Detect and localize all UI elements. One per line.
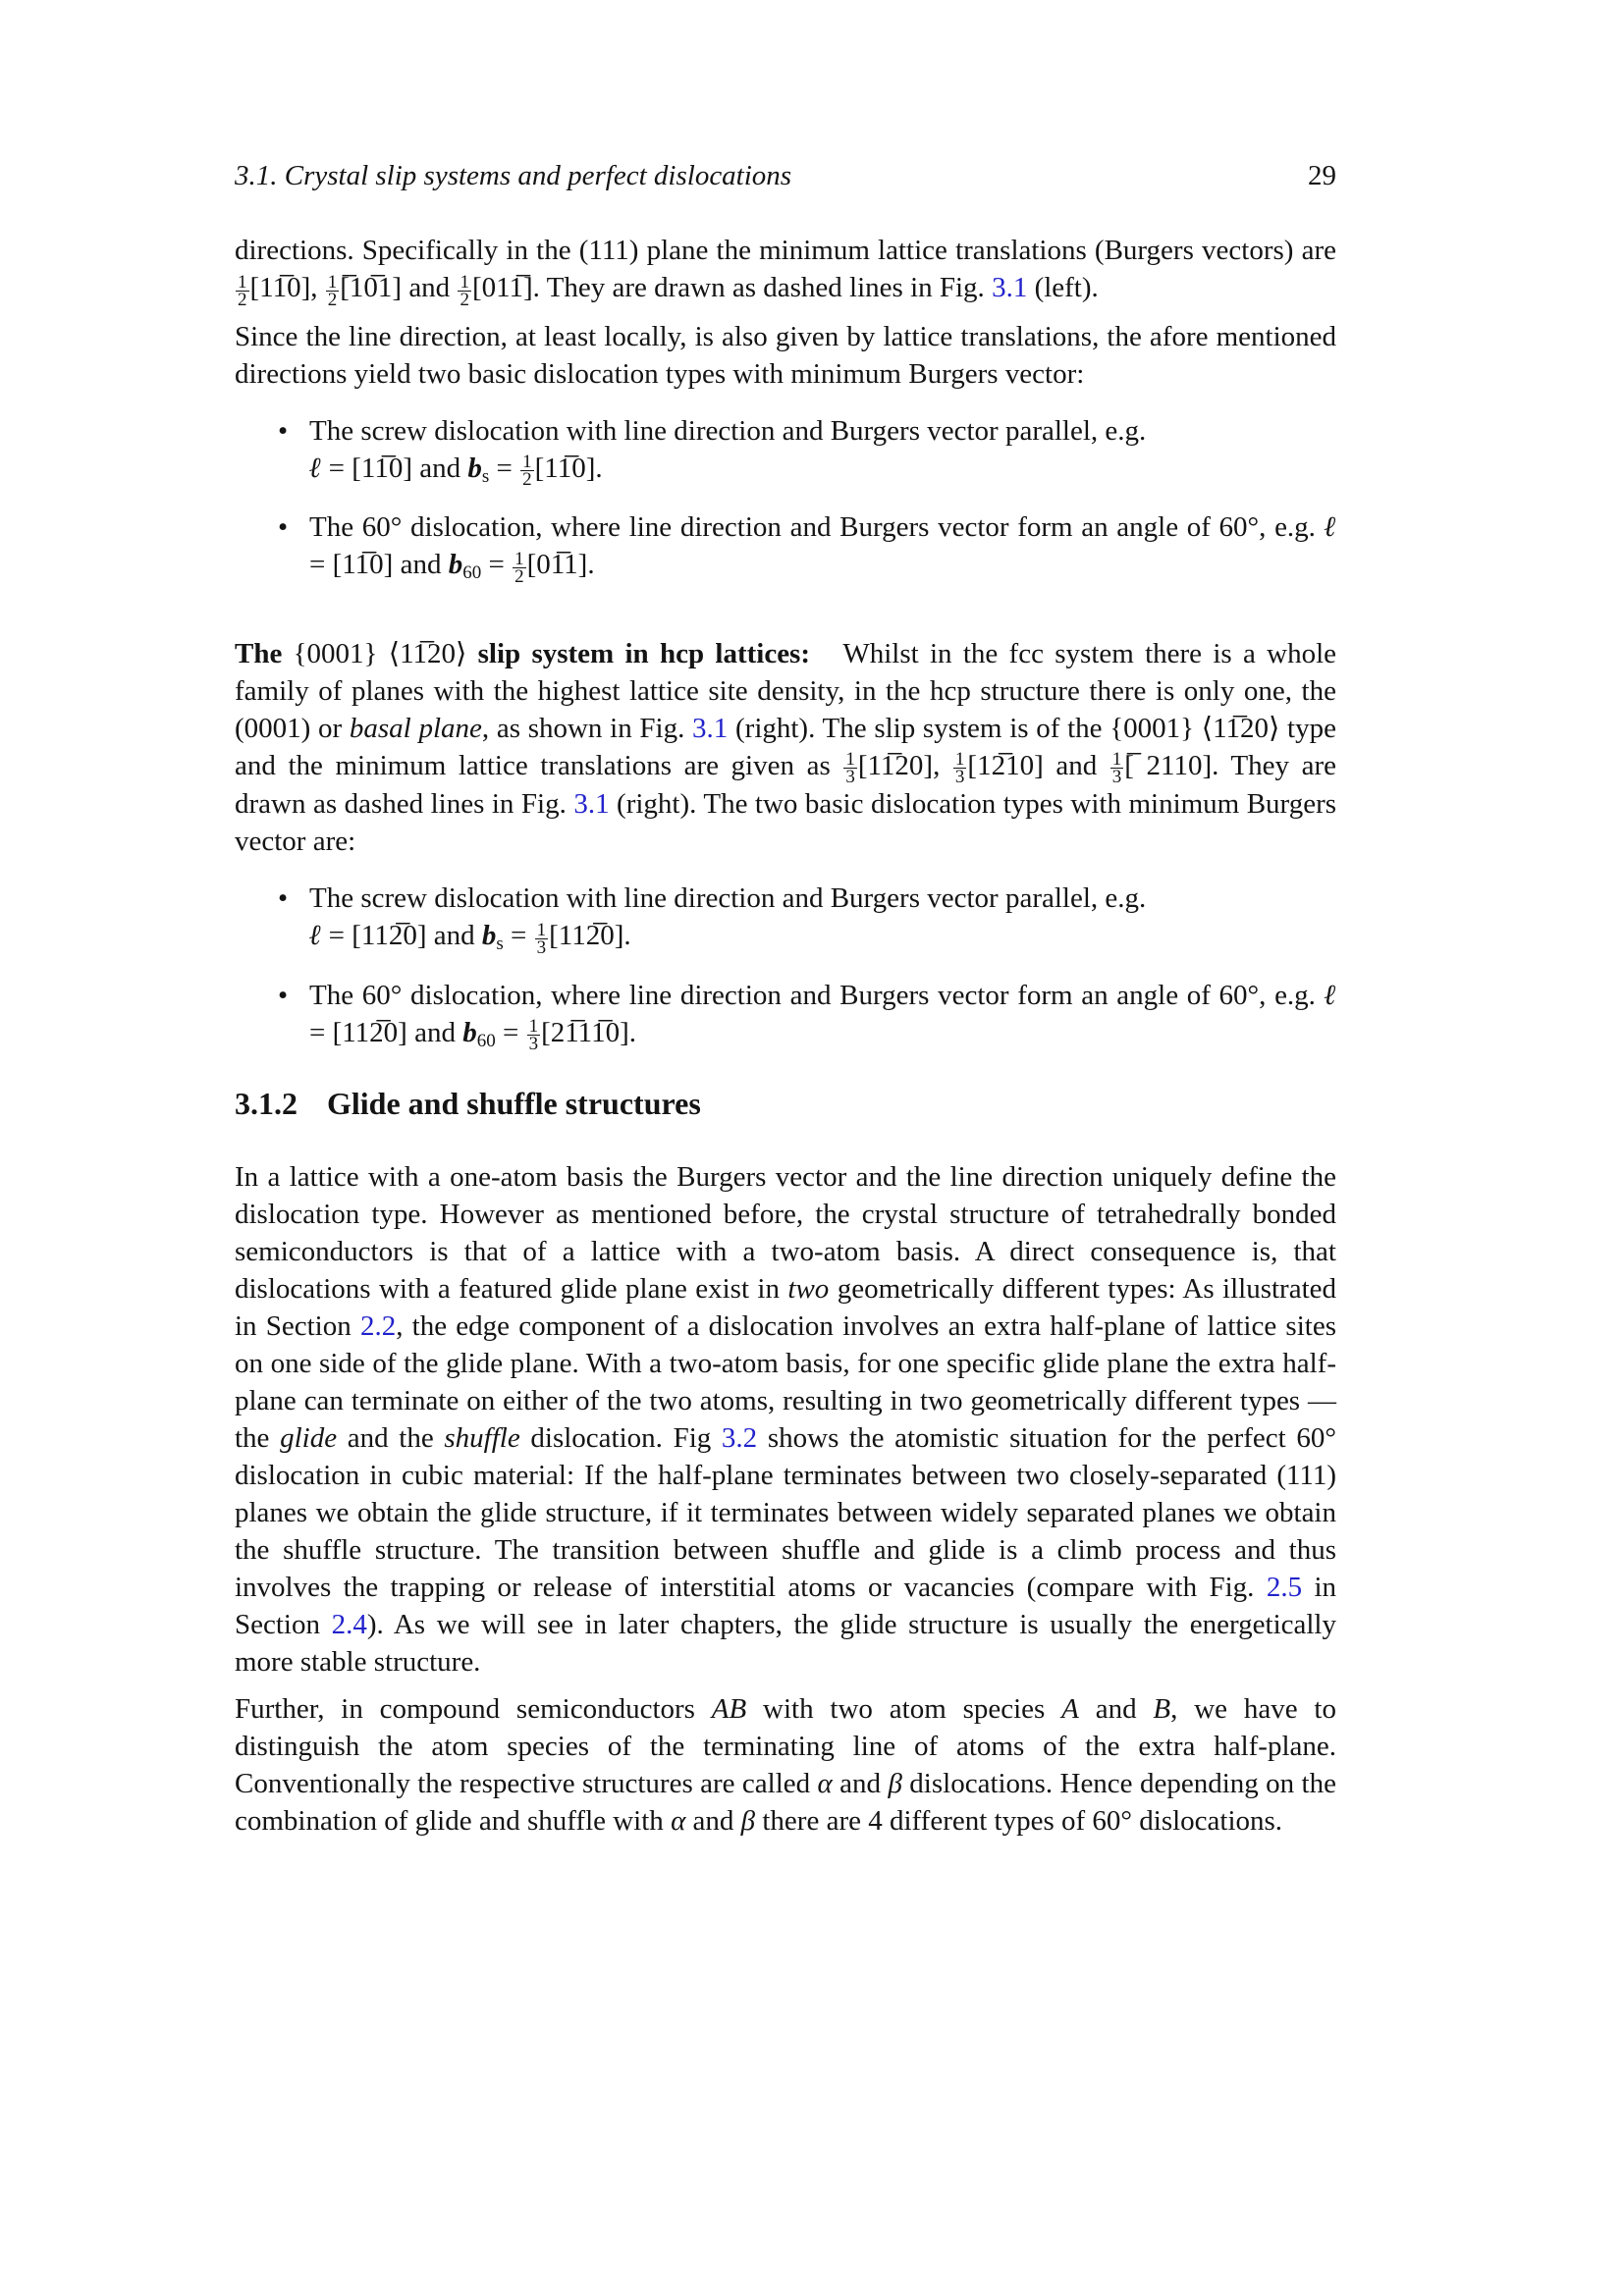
section-title: Glide and shuffle structures [327, 1086, 701, 1122]
fraction-half: $\frac{1}{2}$ [238, 271, 247, 310]
figure-link[interactable]: 3.1 [573, 788, 610, 821]
section-heading [235, 1084, 1336, 1123]
fraction-half: $\frac{1}{2}$ [514, 548, 524, 587]
figure-link[interactable]: 3.1 [692, 712, 729, 744]
list-item: • The 60° dislocation, where line direction and Burgers vector form an angle of 60°, e.g. ℓ = [112̅0] and $b_{60}$ = $\frac{1}{3}$ [21̅11̅0]. [235, 977, 1336, 1053]
fraction-third: $\frac{1}{3}$ [845, 749, 855, 788]
section-link[interactable]: 2.4 [331, 1609, 367, 1641]
fraction-half: $\frac{1}{2}$ [327, 271, 338, 310]
section-link[interactable]: 2.2 [359, 1310, 397, 1343]
fraction-third: $\frac{1}{3}$ [954, 749, 965, 788]
fraction-half: $\frac{1}{2}$ [522, 452, 532, 491]
list-item: • The screw dislocation with line direction and Burgers vector parallel, e.g. ℓ = [112̅0] and $b_s$ = $\frac{1}{3}$ [112̅0]. [235, 880, 1336, 956]
paragraph-glide-shuffle: In a lattice with a one-atom basis the Burgers vector and the line direction uniquely define the dislocation type. However as mentioned before, the crystal structure of tetrahedrally bonded semiconductors is that of a lattice with a two-atom basis. A direct consequence is, that dislocations with a featured glide plane exist in two geometrically different types: As illustrated in Section 2.2, the edge component of a dislocation involves an extra half-plane of lattice sites on one side of the glide plane. With a two-atom basis, for one specific glide plane the extra half-plane can terminate on either of the two atoms, resulting in two geometrically different types — the glide and the shuffle dislocation. Fig 3.2 shows the atomistic situation for the perfect 60° dislocation in cubic material: If the half-plane terminates between two closely-separated (111) planes we obtain the glide structure, if it terminates between widely separated planes we obtain the shuffle structure. The transition between shuffle and glide is a climb process and thus involves the trapping or release of interstitial atoms or vacancies (compare with Fig. 2.5 in Section 2.4). As we will see in later chapters, the glide structure is usually the energetically more stable structure. [235, 1161, 1337, 1679]
paragraph-fcc-burgers: directions. Specifically in the (111) plane the minimum lattice translations (Burgers vectors) are $\frac{1}{2}$ [11̅0], $\frac{1}{2}$ [̅10̅1] and $\frac{1}{2}$ [011̅]. They are drawn as dashed lines in Fig. 3.1 (left). [235, 235, 1336, 310]
figure-link[interactable]: 3.2 [721, 1422, 758, 1455]
paragraph-hcp-slip: The {0001} ⟨11̅20⟩ slip system in hcp lattices: Whilst in the fcc system there is a whole family of planes with the highest lattice site density, in the hcp structure there is only one, the (0001) or basal plane, as shown in Fig. 3.1 (right). The slip system is of the {0001} ⟨11̅20⟩ type and the minimum lattice translations are given as $\frac{1}{3}$ [11̅20], $\frac{1}{3}$ [12̅10] and $\frac{1}{3}$ [̅ 2110]. They are drawn as dashed lines in Fig. 3.1 (right). The two basic dislocation types with minimum Burgers vector are: [235, 637, 1337, 858]
paragraph-compound: Further, in compound semiconductors AB with two atom species A and B, we have to distinguish the atom species of the terminating line of atoms of the extra half-plane. Conventionally the respective structures are called α and β dislocations. Hence depending on the combination of glide and shuffle with α and β there are 4 different types of 60° dislocations. [235, 1693, 1336, 1838]
fraction-third: $\frac{1}{3}$ [528, 1016, 539, 1055]
fcc-dislocation-list [235, 412, 1336, 585]
running-head-title: 3.1. Crystal slip systems and perfect dislocations [235, 160, 792, 191]
running-header [235, 157, 1336, 194]
fraction-third: $\frac{1}{3}$ [1111, 749, 1122, 788]
hcp-dislocation-list [235, 880, 1336, 1055]
fraction-third: $\frac{1}{3}$ [536, 919, 547, 958]
list-item: • The screw dislocation with line direction and Burgers vector parallel, e.g. ℓ = [11̅0] and $b_s$ = $\frac{1}{2}$ [11̅0]. [235, 412, 1336, 489]
page-number: 29 [1308, 160, 1336, 191]
page [235, 157, 1336, 1849]
section-number: 3.1.2 [235, 1086, 298, 1122]
figure-link[interactable]: 2.5 [1266, 1572, 1303, 1604]
list-item: • The 60° dislocation, where line direction and Burgers vector form an angle of 60°, e.g. ℓ = [11̅0] and $b_{60}$ = $\frac{1}{2}$ [01̅1]. [235, 508, 1336, 585]
paragraph-line-direction: Since the line direction, at least locally, is also given by lattice translations, the afore mentioned directions yield two basic dislocation types with minimum Burgers vector: [235, 320, 1336, 390]
fraction-half: $\frac{1}{2}$ [460, 271, 469, 310]
figure-link[interactable]: 3.1 [992, 272, 1028, 303]
